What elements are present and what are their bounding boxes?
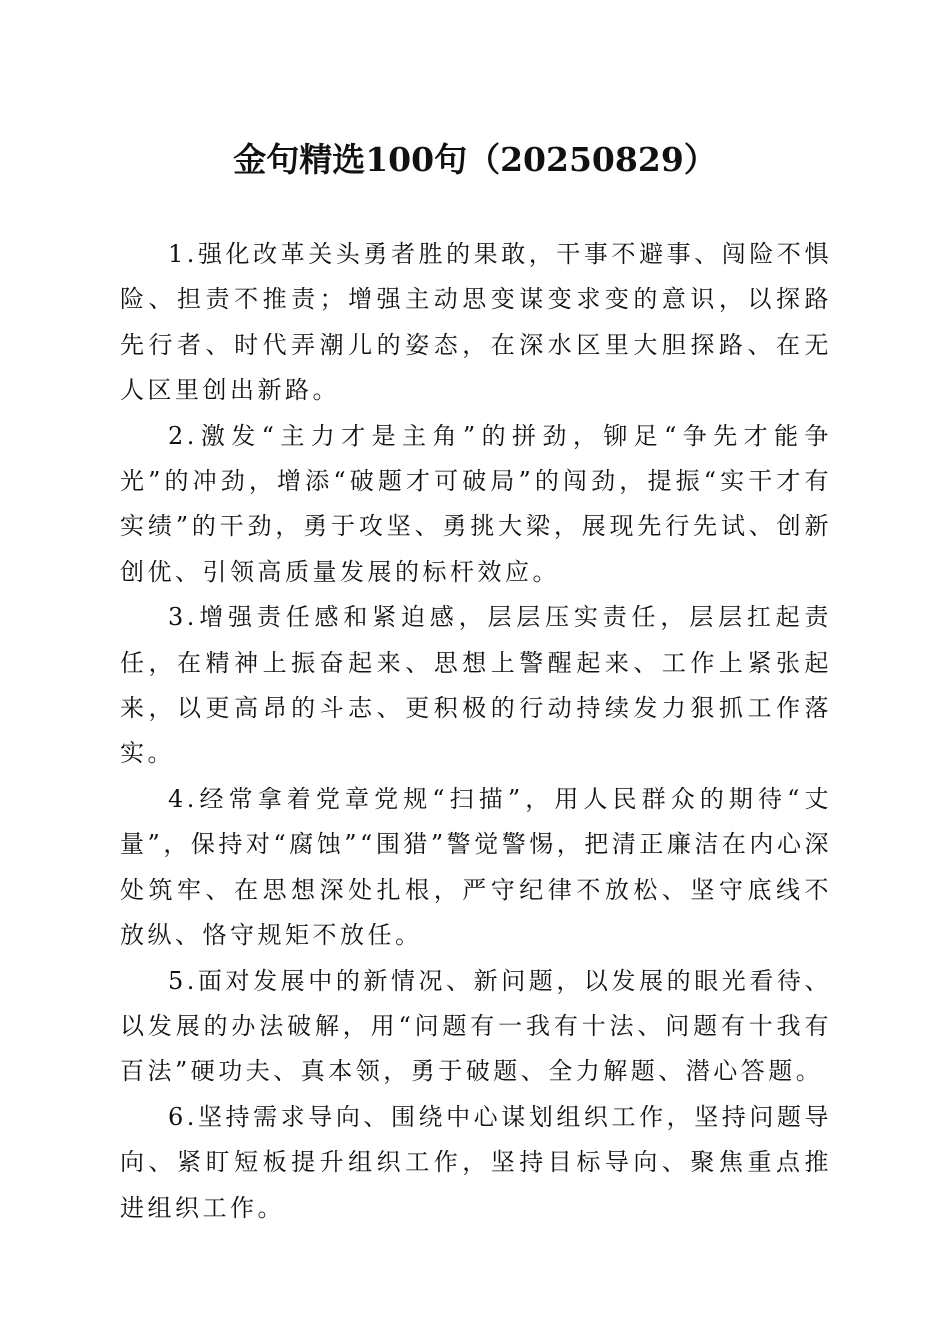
paragraph-1: 1.强化改革关头勇者胜的果敢，干事不避事、闯险不惧险、担责不推责；增强主动思变谋变求变的意识，以探路先行者、时代弄潮儿的姿态，在深水区里大胆探路、在无人区里创出新路。 (120, 240, 832, 405)
paragraph-3: 3.增强责任感和紧迫感，层层压实责任，层层扛起责任，在精神上振奋起来、思想上警醒起来、工作上紧张起来，以更高昂的斗志、更积极的行动持续发力狠抓工作落实。 (120, 603, 832, 768)
paragraph-4: 4.经常拿着党章党规“扫描”，用人民群众的期待“丈量”，保持对“腐蚀”“围猎”警觉警惕，把清正廉洁在内心深处筑牢、在思想深处扎根，严守纪律不放松、坚守底线不放纵、恪守规矩不放任。 (120, 784, 832, 950)
document-body (120, 232, 832, 1231)
paragraph-5: 5.面对发展中的新情况、新问题，以发展的眼光看待、以发展的办法破解，用“问题有一我有十法、问题有十我有百法”硬功夫、真本领，勇于破题、全力解题、潜心答题。 (120, 966, 832, 1086)
paragraph-2: 2.激发“主力才是主角”的拼劲，铆足“争先才能争光”的冲劲，增添“破题才可破局”的闯劲，提振“实干才有实绩”的干劲，勇于攻坚、勇挑大梁，展现先行先试、创新创优、引领高质量发展的标杆效应。 (120, 421, 832, 586)
page-title: 金句精选100句（20250829） (233, 140, 717, 179)
paragraph-6: 6.坚持需求导向、围绕中心谋划组织工作，坚持问题导向、紧盯短板提升组织工作，坚持目标导向、聚焦重点推进组织工作。 (120, 1102, 832, 1222)
